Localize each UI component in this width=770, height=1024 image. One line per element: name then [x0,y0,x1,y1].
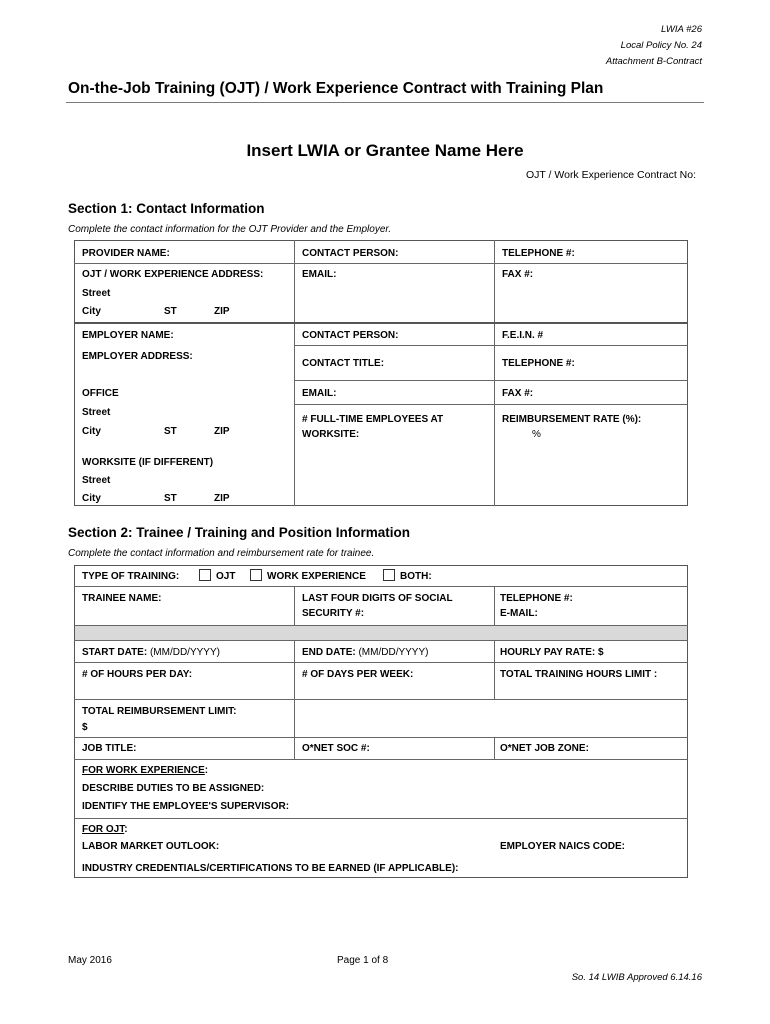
employer-name-label: EMPLOYER NAME: [82,330,174,341]
provider-st-label: ST [164,306,177,317]
total-hours-limit-label: TOTAL TRAINING HOURS LIMIT : [500,669,658,680]
onet-job-zone-label: O*NET JOB ZONE: [500,743,589,754]
provider-zip-label: ZIP [214,306,230,317]
ojt-address-label: OJT / WORK EXPERIENCE ADDRESS: [82,269,264,280]
type-of-training-label: TYPE OF TRAINING: [82,571,180,582]
employer-contact-person-label: CONTACT PERSON: [302,330,399,341]
ojt-checkbox[interactable] [199,569,211,581]
trainee-name-label: TRAINEE NAME: [82,593,162,604]
provider-city-label: City [82,306,101,317]
work-experience-option-label: WORK EXPERIENCE [267,571,366,582]
page-title: On-the-Job Training (OJT) / Work Experience Contract with Training Plan [68,80,604,97]
trainee-info-table [74,565,688,878]
office-label: OFFICE [82,388,119,399]
table-divider [74,662,688,663]
fulltime-employees-label-1: # FULL-TIME EMPLOYEES AT [302,414,444,425]
end-date-label: END DATE: (MM/DD/YYYY) [302,647,429,658]
table-divider [74,699,688,700]
table-divider [294,586,295,625]
table-divider [494,240,495,506]
provider-street-label: Street [82,288,111,299]
fulltime-employees-label-2: WORKSITE: [302,429,360,440]
for-ojt-heading: FOR OJT: [82,824,128,835]
hourly-pay-rate-label: HOURLY PAY RATE: $ [500,647,604,658]
ssn-label-2: SECURITY #: [302,608,365,619]
footer-date: May 2016 [68,955,112,966]
table-divider [74,322,688,324]
header-attachment: Attachment B-Contract [605,56,702,67]
provider-email-label: EMAIL: [302,269,337,280]
table-divider [294,380,688,381]
employer-naics-label: EMPLOYER NAICS CODE: [500,841,626,852]
table-divider [294,404,688,405]
employer-fax-label: FAX #: [502,388,534,399]
worksite-st-label: ST [164,493,177,504]
section2-subtitle: Complete the contact information and reimbursement rate for trainee. [68,548,375,559]
both-checkbox[interactable] [383,569,395,581]
credentials-label: INDUSTRY CREDENTIALS/CERTIFICATIONS TO BE EARNED (IF APPLICABLE): [82,863,459,874]
table-divider [74,759,688,760]
office-street-label: Street [82,407,111,418]
table-divider [494,640,495,699]
ssn-label-1: LAST FOUR DIGITS OF SOCIAL [302,593,453,604]
office-city-label: City [82,426,101,437]
provider-contact-person-label: CONTACT PERSON: [302,248,399,259]
trainee-telephone-label: TELEPHONE #: [500,593,573,604]
employer-address-label: EMPLOYER ADDRESS: [82,351,193,362]
table-divider [294,345,688,346]
provider-name-label: PROVIDER NAME: [82,248,170,259]
table-divider [74,818,688,819]
provider-fax-label: FAX #: [502,269,534,280]
fein-label: F.E.I.N. # [502,330,544,341]
office-zip-label: ZIP [214,426,230,437]
footer-approval: So. 14 LWIB Approved 6.14.16 [571,972,702,983]
header-policy: Local Policy No. 24 [620,40,702,51]
worksite-zip-label: ZIP [214,493,230,504]
job-title-label: JOB TITLE: [82,743,137,754]
table-divider [494,586,495,625]
section1-subtitle: Complete the contact information for the OJT Provider and the Employer. [68,224,392,235]
table-divider [294,640,295,759]
reimbursement-dollar-sign: $ [82,722,88,733]
percent-sign: % [532,429,541,440]
ojt-option-label: OJT [216,571,236,582]
worksite-city-label: City [82,493,101,504]
header-lwia: LWIA #26 [660,24,702,35]
table-divider [74,263,688,264]
office-st-label: ST [164,426,177,437]
onet-soc-label: O*NET SOC #: [302,743,370,754]
contact-title-label: CONTACT TITLE: [302,358,385,369]
worksite-label: WORKSITE (IF DIFFERENT) [82,457,214,468]
org-name-placeholder: Insert LWIA or Grantee Name Here [246,141,524,160]
title-divider [66,102,704,103]
section2-title: Section 2: Trainee / Training and Position Information [68,525,411,540]
identify-supervisor-label: IDENTIFY THE EMPLOYEE'S SUPERVISOR: [82,801,290,812]
start-date-label: START DATE: (MM/DD/YYYY) [82,647,220,658]
days-per-week-label: # OF DAYS PER WEEK: [302,669,414,680]
contract-number-label: OJT / Work Experience Contract No: [525,169,696,181]
table-divider [74,586,688,587]
hours-per-day-label: # OF HOURS PER DAY: [82,669,193,680]
employer-email-label: EMAIL: [302,388,337,399]
trainee-email-label: E-MAIL: [500,608,538,619]
footer-page-number: Page 1 of 8 [337,955,389,966]
both-option-label: BOTH: [400,571,432,582]
describe-duties-label: DESCRIBE DUTIES TO BE ASSIGNED: [82,783,265,794]
for-work-experience-heading: FOR WORK EXPERIENCE: [82,765,209,776]
reimbursement-rate-label: REIMBURSEMENT RATE (%): [502,414,642,425]
grey-separator-band [75,625,687,640]
table-divider [74,640,688,641]
employer-telephone-label: TELEPHONE #: [502,358,575,369]
table-divider [74,625,688,626]
section1-title: Section 1: Contact Information [68,201,265,216]
table-divider [494,737,495,759]
table-divider [74,737,688,738]
provider-telephone-label: TELEPHONE #: [502,248,575,259]
worksite-street-label: Street [82,475,111,486]
labor-market-outlook-label: LABOR MARKET OUTLOOK: [82,841,220,852]
work-experience-checkbox[interactable] [250,569,262,581]
table-divider [294,240,295,506]
total-reimbursement-label: TOTAL REIMBURSEMENT LIMIT: [82,706,237,717]
